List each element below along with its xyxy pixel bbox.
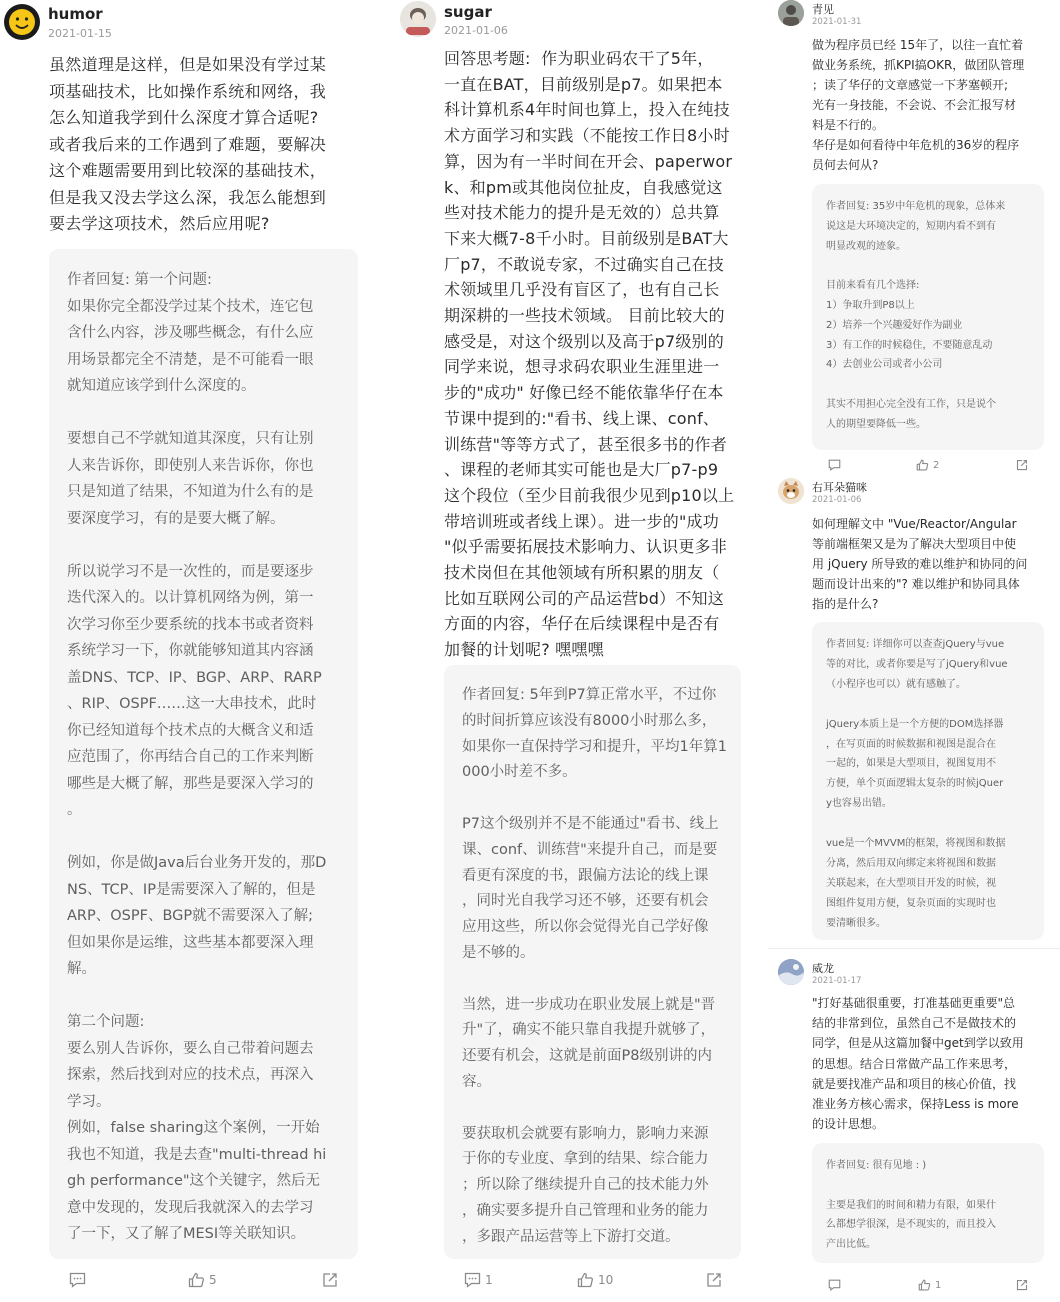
smiley-avatar-icon: [4, 4, 40, 40]
thumbs-up-icon: [188, 1272, 205, 1288]
divider: [768, 948, 1060, 949]
share-icon: [1016, 1279, 1028, 1291]
author-reply: [812, 184, 1044, 450]
comment-icon: [69, 1272, 86, 1288]
author-reply-text: 作者回复: 很有见地 : ) 主要是我们的时间和精力有限，如果什 么都想学很深，是不现实的，而且投入 产出比低。: [826, 1160, 996, 1251]
username[interactable]: sugar: [444, 3, 492, 21]
comment-icon: [828, 459, 841, 471]
comment-icon: [828, 1279, 841, 1291]
author-reply-text: 作者回复: 35岁中年危机的现象，总体来 说这是大环境决定的，短期内看不到有 明显改观的迹象。 目前来看有几个选择: 1）争取升到P8以上 2）培养一个兴趣爱好作为副业 3）有工作的时候稳住，不要随意乱动 4）去创业公司或者小公司 其实不用担心完全没有工作，只是说个 人的期望要降低一些。: [826, 201, 1006, 430]
comment-text: 做为程序员已经 15年了，以往一直忙着 做业务系统，抓KPI搞OKR，做团队管理 ；读了华仔的文章感觉一下茅塞顿开; 光有一身技能，不会说、不会汇报写材 料是不行的。 华仔是如何看待中年危机的36岁的程序 员何去何从?: [812, 38, 1025, 172]
comment-date: 2021-01-06: [444, 24, 508, 37]
reply-button[interactable]: [828, 1279, 845, 1291]
avatar[interactable]: [4, 4, 40, 40]
author-reply: [49, 249, 358, 1259]
comment-date: 2021-01-06: [812, 495, 862, 505]
reply-button[interactable]: [828, 459, 845, 471]
username[interactable]: 青见: [812, 3, 834, 16]
like-count: 1: [935, 1279, 942, 1291]
thumbs-up-icon: [916, 459, 929, 471]
comment-actions: [768, 1279, 1060, 1295]
avatar[interactable]: [778, 0, 804, 26]
comment-actions: [768, 459, 1060, 475]
author-reply-text: 作者回复: 详细你可以查查jQuery与vue 等的对比，或者你要是写了jQuery和vue （小程序也可以）就有感触了。 jQuery本质上是一个方便的DOM选择器 ，在写页面的时候数据和视图是混合在 一起的，如果是大型项目，视图复用不 方便，单个页面逻辑太复杂的时候jQuer y也容易出错。 vue是一个MVVM的框架，将视图和数据 分离，然后用双向绑定来将视图和数据 关联起来，在大型项目开发的时候，视 图组件复用方便，复杂页面的实现时也 要清晰很多。: [826, 639, 1008, 929]
share-icon: [322, 1272, 338, 1288]
share-button[interactable]: [1016, 1279, 1028, 1291]
comment-card-qingjian: [768, 0, 1060, 475]
share-icon: [706, 1272, 722, 1288]
username[interactable]: humor: [48, 5, 103, 23]
avatar[interactable]: [778, 478, 804, 504]
author-reply: [812, 622, 1044, 940]
reply-button[interactable]: [464, 1272, 493, 1288]
comment-text: 如何理解文中 "Vue/Reactor/Angular 等前端框架又是为了解决大型项目中使 用 jQuery 所导致的难以维护和协同的问 题而设计出来的"? 难以维护和协同具体 指的是什么?: [812, 517, 1028, 611]
like-count: 5: [209, 1273, 217, 1287]
thumbs-up-icon: [577, 1272, 594, 1288]
share-button[interactable]: [706, 1272, 722, 1288]
share-button[interactable]: [1016, 459, 1028, 471]
like-button[interactable]: [916, 459, 939, 471]
username[interactable]: 威龙: [812, 962, 834, 975]
like-count: 10: [598, 1273, 614, 1287]
author-reply-text: 作者回复: 5年到P7算正常水平，不过你 的时间折算应该没有8000小时那么多， 如果你一直保持学习和提升，平均1年算1 000小时差不多。 P7这个级别并不是不能通过"看书、线上 课、conf、训练营"来提升自己，而是要 看更有深度的书，跟偏方法论的线上课 ，同时光自我学习还不够，还要有机会 应用这些，所以你会觉得光自己学好像 是不够的。 当然，进一步成功在职业发展上就是"晋 升"了，确实不能只靠自我提升就够了， 还要有机会，这就是前面P8级别讲的内 容。 要获取机会就要有影响力，影响力来源 于你的专业度、拿到的结果、综合能力 ；所以除了继续提升自己的技术能力外 ，确实要多提升自己管理和业务的能力 ，多跟产品运营等上下游打交道。: [462, 687, 727, 1245]
author-reply-text: 作者回复: 第一个问题: 如果你完全都没学过某个技术，连它包 含什么内容，涉及哪些概念，有什么应 用场景都完全不清楚，是不可能看一眼 就知道应该学到什么深度的。 要想自己不学就知道其深度，只有让别 人来告诉你，即使别人来告诉你，你也 只是知道了结果，不知道为什么有的是 要深度学习，有的是要大概了解。 所以说学习不是一次性的，而是要逐步 迭代深入的。以计算机网络为例，第一 次学习你至少要系统的找本书或者资料 系统学习一下，你就能够知道其内容涵 盖DNS、TCP、IP、BGP、ARP、RARP 、RIP、OSPF……这一大串技术，此时 你已经知道每个技术点的大概含义和适 应范围了，你再结合自己的工作来判断 哪些是大概了解，那些是要深入学习的 。 例如，你是做Java后台业务开发的，那D NS、TCP、IP是需要深入了解的，但是 ARP、OSPF、BGP就不需要深入了解; 但如果你是运维，这些基本都要深入理 解。 第二个问题: 要么别人告诉你，要么自己带着问题去 探索，然后找到对应的技术点，再深入 学习。 例如，false sharing这个案例，一开始 我也不知道，我是去查"multi-thread hi gh performance"这个关键字，然后无 意中发现的，发现后我就深入的去学习 了一下，又了解了MESI等关联知识。: [67, 272, 327, 1242]
comment-count: 1: [485, 1273, 493, 1287]
user-photo-avatar-icon: [778, 0, 804, 26]
avatar[interactable]: [778, 959, 804, 985]
like-button[interactable]: [188, 1272, 217, 1288]
author-reply: [812, 1143, 1044, 1263]
like-button[interactable]: [918, 1279, 941, 1291]
comment-text: 虽然道理是这样，但是如果没有学过某 项基础技术，比如操作系统和网络，我 怎么知道我学到什么深度才算合适呢? 或者我后来的工作遇到了难题，要解决 这个难题需要用到比较深的基础技术， 但是我又没去学这么深，我怎么能想到 要去学这项技术，然后应用呢?: [49, 55, 327, 233]
comment-actions: [388, 1270, 760, 1294]
cat-avatar-icon: [778, 478, 804, 504]
comment-text: 回答思考题: 作为职业码农干了5年， 一直在BAT，目前级别是p7。如果把本 科计算机系4年时间也算上，投入在纯技 术方面学习和实践（不能按工作日8小时 算，因为有一半时间在开会、paperwor k、和pm或其他岗位扯皮，自我感觉这 些对技术能力的提升是无效的）总共算 下来大概7-8千小时。目前级别是BAT大 厂p7，不敢说专家，不过确实自己在技 术领域里几乎没有盲区了，也有自己长 期深耕的一些技术领域。 目前比较大的 感受是，对这个级别以及高于p7级别的 同学来说，想寻求码农职业生涯里进一 步的"成功" 好像已经不能依靠华仔在本 节课中提到的:"看书、线上课、conf、 训练营"等等方式了，甚至很多书的作者 、课程的老师其实可能也是大厂p7-p9 这个段位（至少目前我很少见到p10以上 带培训班或者线上课）。进一步的"成功 "似乎需要拓展技术影响力、认识更多非 技术岗但在其他领域有所积累的朋友（ 比如互联网公司的产品运营bd）不知这 方面的内容，华仔在后续课程中是否有 加餐的计划呢? 嘿嘿嘿: [444, 49, 735, 660]
like-button[interactable]: [577, 1272, 613, 1288]
comment-text: "打好基础很重要，打准基础更重要"总 结的非常到位，虽然自己不是做技术的 同学，但是从这篇加餐中get到学以致用 的思想。结合日常做产品工作来思考， 就是要找准产品和项目的核心价值，找 准业务方核心需求，保持Less is more 的设计思想。: [812, 996, 1024, 1132]
comment-date: 2021-01-17: [812, 976, 862, 986]
user-photo-avatar-icon: [778, 959, 804, 985]
user-photo-avatar-icon: [400, 1, 436, 37]
comment-date: 2021-01-15: [48, 27, 112, 40]
comment-card-youerduomaomi: [768, 476, 1060, 946]
share-button[interactable]: [322, 1272, 338, 1288]
comment-card-weilong: [768, 955, 1060, 1302]
reply-button[interactable]: [69, 1272, 90, 1288]
comment-date: 2021-01-31: [812, 17, 862, 27]
share-icon: [1016, 459, 1028, 471]
thumbs-up-icon: [918, 1279, 931, 1291]
avatar[interactable]: [400, 1, 436, 37]
like-count: 2: [933, 459, 940, 471]
username[interactable]: 右耳朵猫咪: [812, 481, 867, 494]
comment-icon: [464, 1272, 481, 1288]
comment-actions: [0, 1270, 378, 1294]
author-reply: [444, 665, 741, 1259]
